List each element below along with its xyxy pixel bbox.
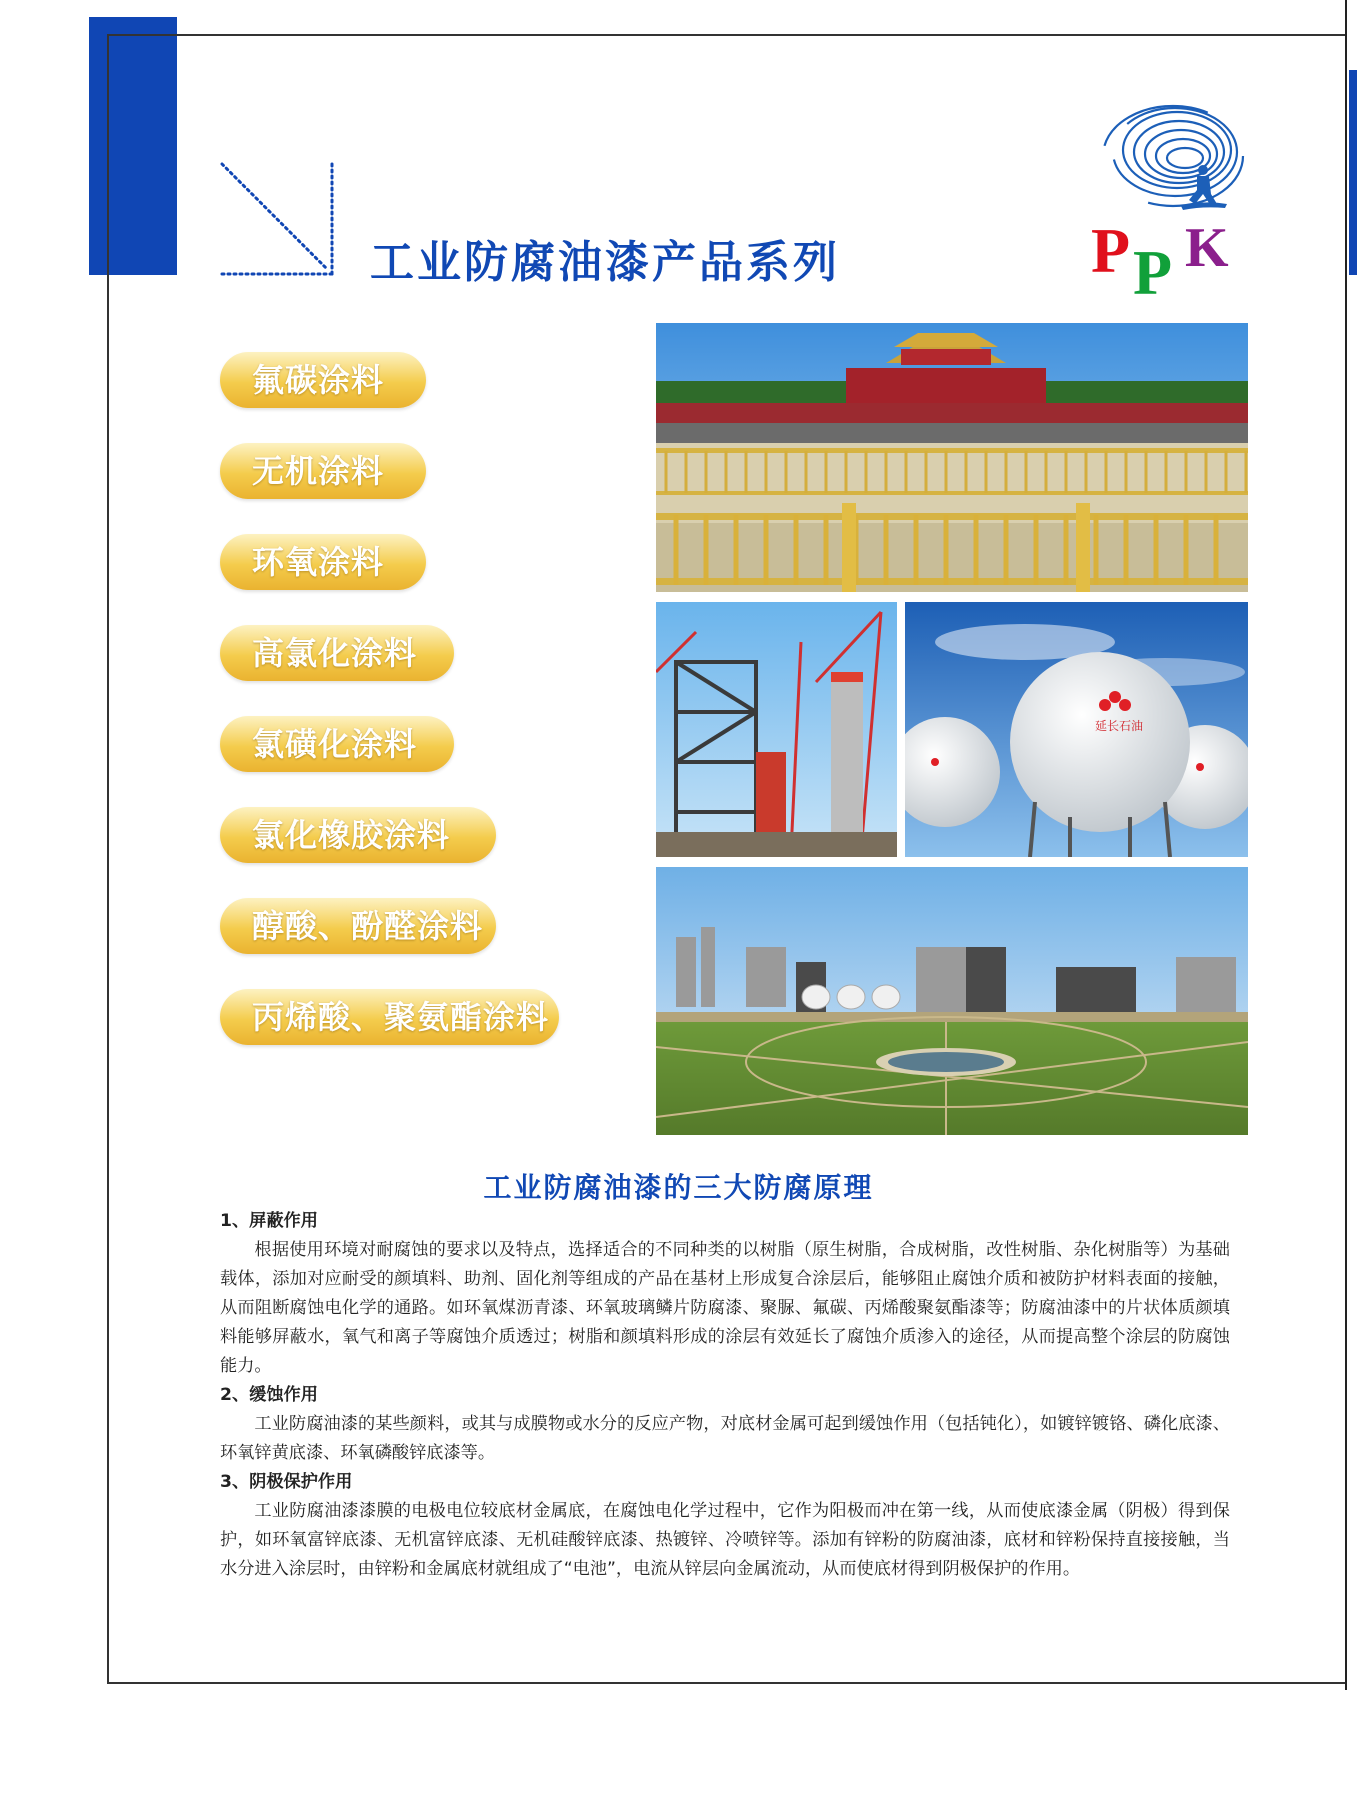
photo-tiananmen-railings [656,323,1248,592]
principle-3-heading: 3、阴极保护作用 [220,1472,353,1492]
photo-industrial-plant [656,867,1248,1135]
principle-1-heading: 1、屏蔽作用 [220,1211,318,1231]
principle-1-text: 根据使用环境对耐腐蚀的要求以及特点，选择适合的不同种类的以树脂（原生树脂，合成树脂，改性树脂、杂化树脂等）为基础载体，添加对应耐受的颜填料、助剂、固化剂等组成的产品在基材上形成复合涂层后，能够阻止腐蚀介质和被防护材料表面的接触，从而阻断腐蚀电化学的通路。如环氧煤沥青漆、环氧玻璃鳞片防腐漆、聚脲、氟碳、丙烯酸聚氨酯漆等；防腐油漆中的片状体质颜填料能够屏蔽水，氧气和离子等腐蚀介质透过；树脂和颜填料形成的涂层有效延长了腐蚀介质渗入的途径，从而提高整个涂层的防腐蚀能力。 [220,1240,1230,1376]
product-pill-alkyd-phenolic: 醇酸、酚醛涂料 [220,898,496,954]
svg-text:K: K [1185,217,1229,279]
right-blue-strip [1349,70,1357,275]
dotted-arrow-icon [218,160,338,280]
tank-label: 延长石油 [1095,719,1144,733]
photo-spherical-tanks [905,602,1248,857]
principle-2-heading: 2、缓蚀作用 [220,1385,318,1405]
product-pill-inorganic: 无机涂料 [220,443,426,499]
principle-3-text: 工业防腐油漆漆膜的电极电位较底材金属底，在腐蚀电化学过程中，它作为阳极而冲在第一线，从而使底漆金属（阴极）得到保护，如环氧富锌底漆、无机富锌底漆、无机硅酸锌底漆、热镀锌、冷喷锌等。添加有锌粉的防腐油漆，底材和锌粉保持直接接触，当水分进入涂层时，由锌粉和金属底材就组成了“电池”，电流从锌层向金属流动，从而使底材得到阴极保护的作用。 [220,1501,1230,1579]
product-pill-fluorocarbon: 氟碳涂料 [220,352,426,408]
photo-construction-cranes [656,602,897,857]
product-pill-acrylic-polyurethane: 丙烯酸、聚氨酯涂料 [220,989,559,1045]
principles-title: 工业防腐油漆的三大防腐原理 [483,1171,874,1204]
principles-body [220,1207,1230,1584]
ppk-logo [1085,100,1265,300]
product-pill-chlorinated-rubber: 氯化橡胶涂料 [220,807,496,863]
product-pill-chlorosulfonated: 氯磺化涂料 [220,716,454,772]
product-pill-high-chlorinated: 高氯化涂料 [220,625,454,681]
page-title: 工业防腐油漆产品系列 [370,237,840,288]
svg-text:P: P [1133,237,1173,300]
principle-2-text: 工业防腐油漆的某些颜料，或其与成膜物或水分的反应产物，对底材金属可起到缓蚀作用（包括钝化），如镀锌镀铬、磷化底漆、环氧锌黄底漆、环氧磷酸锌底漆等。 [220,1414,1230,1463]
product-pill-epoxy: 环氧涂料 [220,534,426,590]
svg-text:P: P [1091,215,1131,286]
